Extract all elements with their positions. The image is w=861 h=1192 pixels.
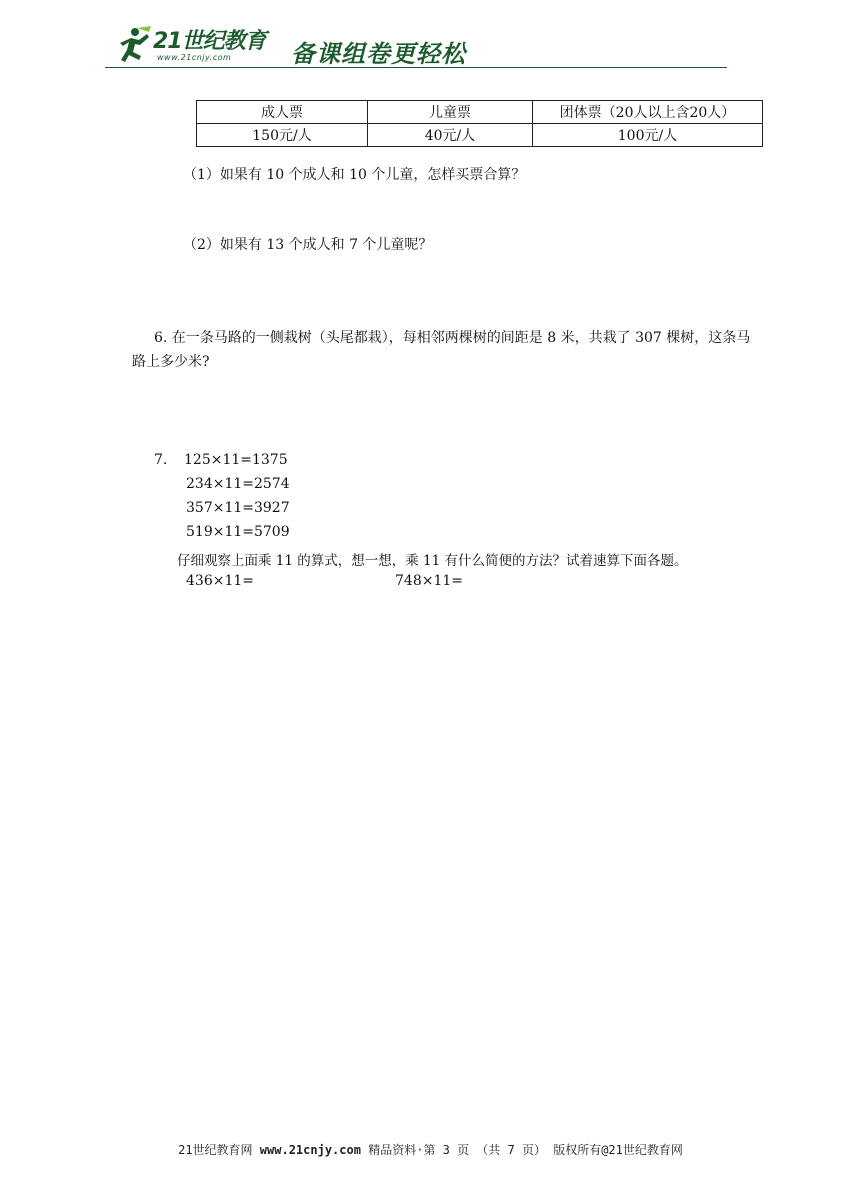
logo-url[interactable]: www.21cnjy.com: [157, 53, 232, 62]
header-slogan: 备课组卷更轻松: [291, 40, 466, 68]
example-equation: 519×11=5709: [186, 524, 290, 540]
table-header-cell: 团体票（20人以上含20人）: [533, 101, 763, 124]
question-5-part-1: （1）如果有 10 个成人和 10 个儿童，怎样买票合算？: [183, 167, 526, 183]
table-header-cell: 儿童票: [368, 101, 533, 124]
practice-problem: 436×11=: [186, 573, 254, 589]
practice-problem: 748×11=: [395, 573, 463, 589]
table-cell: 40元/人: [368, 124, 533, 147]
table-cell: 150元/人: [197, 124, 368, 147]
table-header-row: [197, 101, 763, 124]
example-equation: 234×11=2574: [186, 476, 290, 492]
table-header-cell: 成人票: [197, 101, 368, 124]
ticket-price-table: [196, 100, 763, 147]
question-7-label: 7.: [154, 452, 168, 468]
footer-page-info: 精品资料·第 3 页 （共 7 页） 版权所有@21世纪教育网: [368, 1143, 683, 1157]
table-cell: 100元/人: [533, 124, 763, 147]
question-5-part-2: （2）如果有 13 个成人和 7 个儿童呢？: [183, 237, 433, 253]
runner-logo-icon: [113, 26, 153, 66]
header-divider: [105, 67, 727, 68]
example-equation: 125×11=1375: [184, 452, 288, 468]
logo-text: 21世纪教育: [153, 29, 266, 54]
footer-url-link[interactable]: www.21cnjy.com: [259, 1143, 361, 1157]
footer-site-name: 21世纪教育网: [178, 1143, 253, 1157]
question-7-prompt: 仔细观察上面乘 11 的算式，想一想，乘 11 有什么简便的方法？试着速算下面各题。: [177, 553, 688, 569]
example-equation: 357×11=3927: [186, 500, 290, 516]
question-6: 6. 在一条马路的一侧栽树（头尾都栽），每相邻两棵树的间距是 8 米，共栽了 307 棵树，这条马路上多少米?: [132, 330, 751, 370]
page-header: [105, 22, 727, 70]
table-row: [197, 124, 763, 147]
page-footer: [0, 1141, 861, 1158]
